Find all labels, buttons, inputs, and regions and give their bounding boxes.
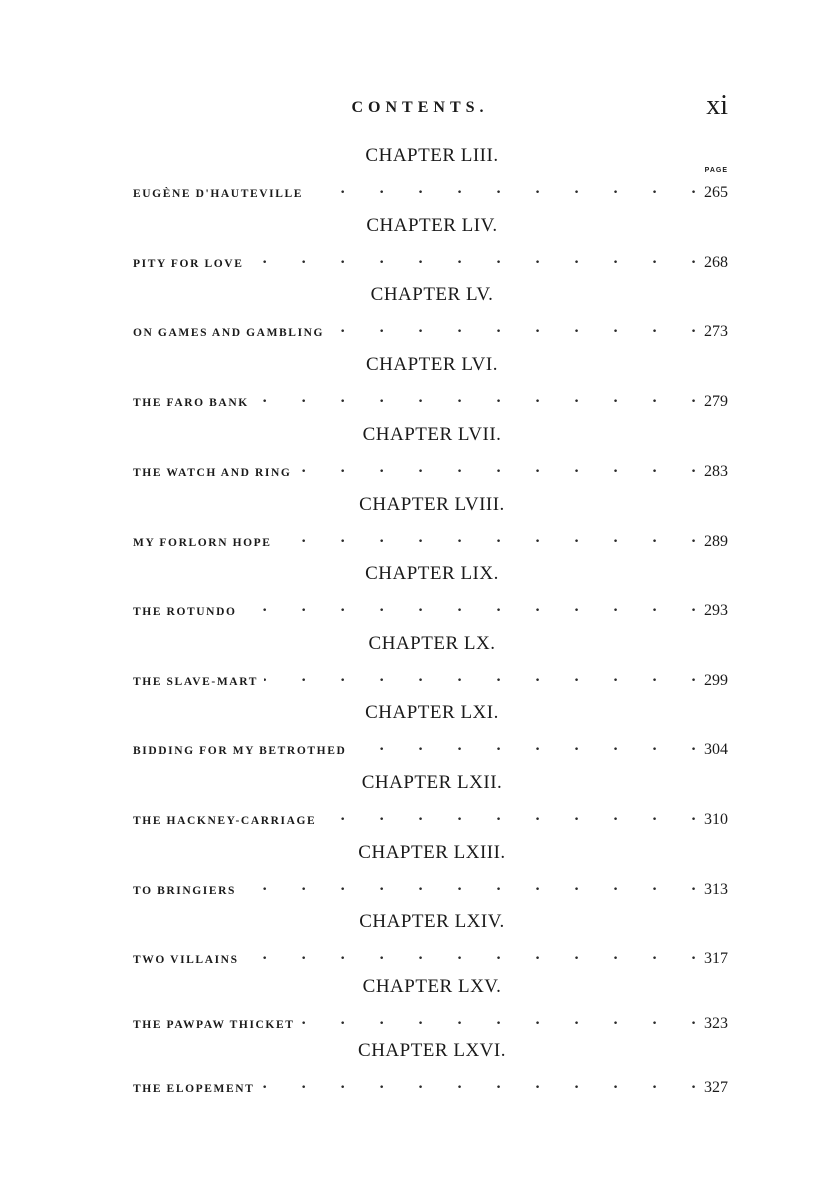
page-number: 323 xyxy=(704,1015,728,1032)
chapter-title: EUGÈNE D'HAUTEVILLE xyxy=(133,188,304,200)
dot-leader xyxy=(352,738,696,754)
toc-row xyxy=(133,460,728,481)
toc-entry xyxy=(0,215,840,285)
page-number: 313 xyxy=(704,881,728,898)
toc-row xyxy=(133,320,728,341)
toc-row xyxy=(133,878,728,899)
chapter-title: THE WATCH AND RING xyxy=(133,467,292,479)
toc-row xyxy=(133,947,728,968)
chapter-heading: CHAPTER LV. xyxy=(370,284,494,305)
toc-entry xyxy=(0,284,840,354)
chapter-heading: CHAPTER LXV. xyxy=(362,976,502,997)
dot-leader xyxy=(309,181,696,197)
toc-row xyxy=(133,390,728,411)
toc-entry xyxy=(0,633,840,703)
toc-row xyxy=(133,1076,728,1097)
running-header-title: CONTENTS. xyxy=(351,99,489,116)
toc-entry xyxy=(0,702,840,772)
dot-leader xyxy=(330,320,696,336)
toc-row xyxy=(133,599,728,620)
chapter-title: THE SLAVE-MART xyxy=(133,676,258,688)
toc-row xyxy=(133,808,728,829)
chapter-heading: CHAPTER LXIV. xyxy=(359,911,505,932)
dot-leader xyxy=(322,808,696,824)
page-number: 310 xyxy=(704,811,728,828)
toc-entry xyxy=(0,145,840,215)
dot-leader xyxy=(249,251,696,267)
chapter-title: THE ELOPEMENT xyxy=(133,1083,255,1095)
toc-row xyxy=(133,669,728,690)
dot-leader xyxy=(297,460,696,476)
chapter-heading: CHAPTER LIX. xyxy=(365,563,499,584)
page-number: 268 xyxy=(704,254,728,271)
page-number: 327 xyxy=(704,1079,728,1096)
toc-row xyxy=(133,251,728,272)
dot-leader xyxy=(264,669,696,685)
chapter-title: THE ROTUNDO xyxy=(133,606,237,618)
dot-leader xyxy=(255,390,696,406)
toc-entry xyxy=(0,911,840,981)
page-number: 293 xyxy=(704,602,728,619)
toc-entry xyxy=(0,424,840,494)
chapter-heading: CHAPTER LVI. xyxy=(366,354,498,375)
chapter-title: BIDDING FOR MY BETROTHED xyxy=(133,745,347,757)
dot-leader xyxy=(243,599,696,615)
chapter-title: THE HACKNEY-CARRIAGE xyxy=(133,815,317,827)
page-number: 283 xyxy=(704,463,728,480)
chapter-heading: CHAPTER LX. xyxy=(368,633,496,654)
page-number: 299 xyxy=(704,672,728,689)
page-number: 289 xyxy=(704,533,728,550)
chapter-title: THE FARO BANK xyxy=(133,397,249,409)
chapter-title: MY FORLORN HOPE xyxy=(133,537,272,549)
running-header-page-number: xi xyxy=(706,90,728,121)
toc-entry xyxy=(0,563,840,633)
dot-leader xyxy=(301,1012,696,1028)
dot-leader xyxy=(245,947,696,963)
toc-row xyxy=(133,181,728,202)
toc-row xyxy=(133,1012,728,1033)
page-column-label: PAGE xyxy=(704,167,728,174)
toc-entry xyxy=(0,772,840,842)
toc-entry xyxy=(0,1040,840,1110)
toc-entry xyxy=(0,354,840,424)
chapter-heading: CHAPTER LIII. xyxy=(365,145,499,166)
chapter-heading: CHAPTER LXIII. xyxy=(358,842,506,863)
chapter-title: PITY FOR LOVE xyxy=(133,258,244,270)
chapter-title: TWO VILLAINS xyxy=(133,954,239,966)
chapter-heading: CHAPTER LXI. xyxy=(365,702,499,723)
toc-entry xyxy=(0,842,840,912)
chapter-title: ON GAMES AND GAMBLING xyxy=(133,327,325,339)
page-number: 273 xyxy=(704,323,728,340)
toc-entry xyxy=(0,976,840,1046)
page-number: 317 xyxy=(704,950,728,967)
toc-row xyxy=(133,738,728,759)
dot-leader xyxy=(278,530,696,546)
chapter-heading: CHAPTER LIV. xyxy=(366,215,498,236)
page-number: 279 xyxy=(704,393,728,410)
toc-entry xyxy=(0,494,840,564)
page-number: 265 xyxy=(704,184,728,201)
chapter-heading: CHAPTER LXVI. xyxy=(358,1040,506,1061)
dot-leader xyxy=(242,878,696,894)
chapter-title: TO BRINGIERS xyxy=(133,885,237,897)
chapter-heading: CHAPTER LVII. xyxy=(362,424,502,445)
chapter-title: THE PAWPAW THICKET xyxy=(133,1019,295,1031)
toc-row xyxy=(133,530,728,551)
dot-leader xyxy=(260,1076,696,1092)
page-number: 304 xyxy=(704,741,728,758)
chapter-heading: CHAPTER LVIII. xyxy=(359,494,505,515)
chapter-heading: CHAPTER LXII. xyxy=(361,772,503,793)
